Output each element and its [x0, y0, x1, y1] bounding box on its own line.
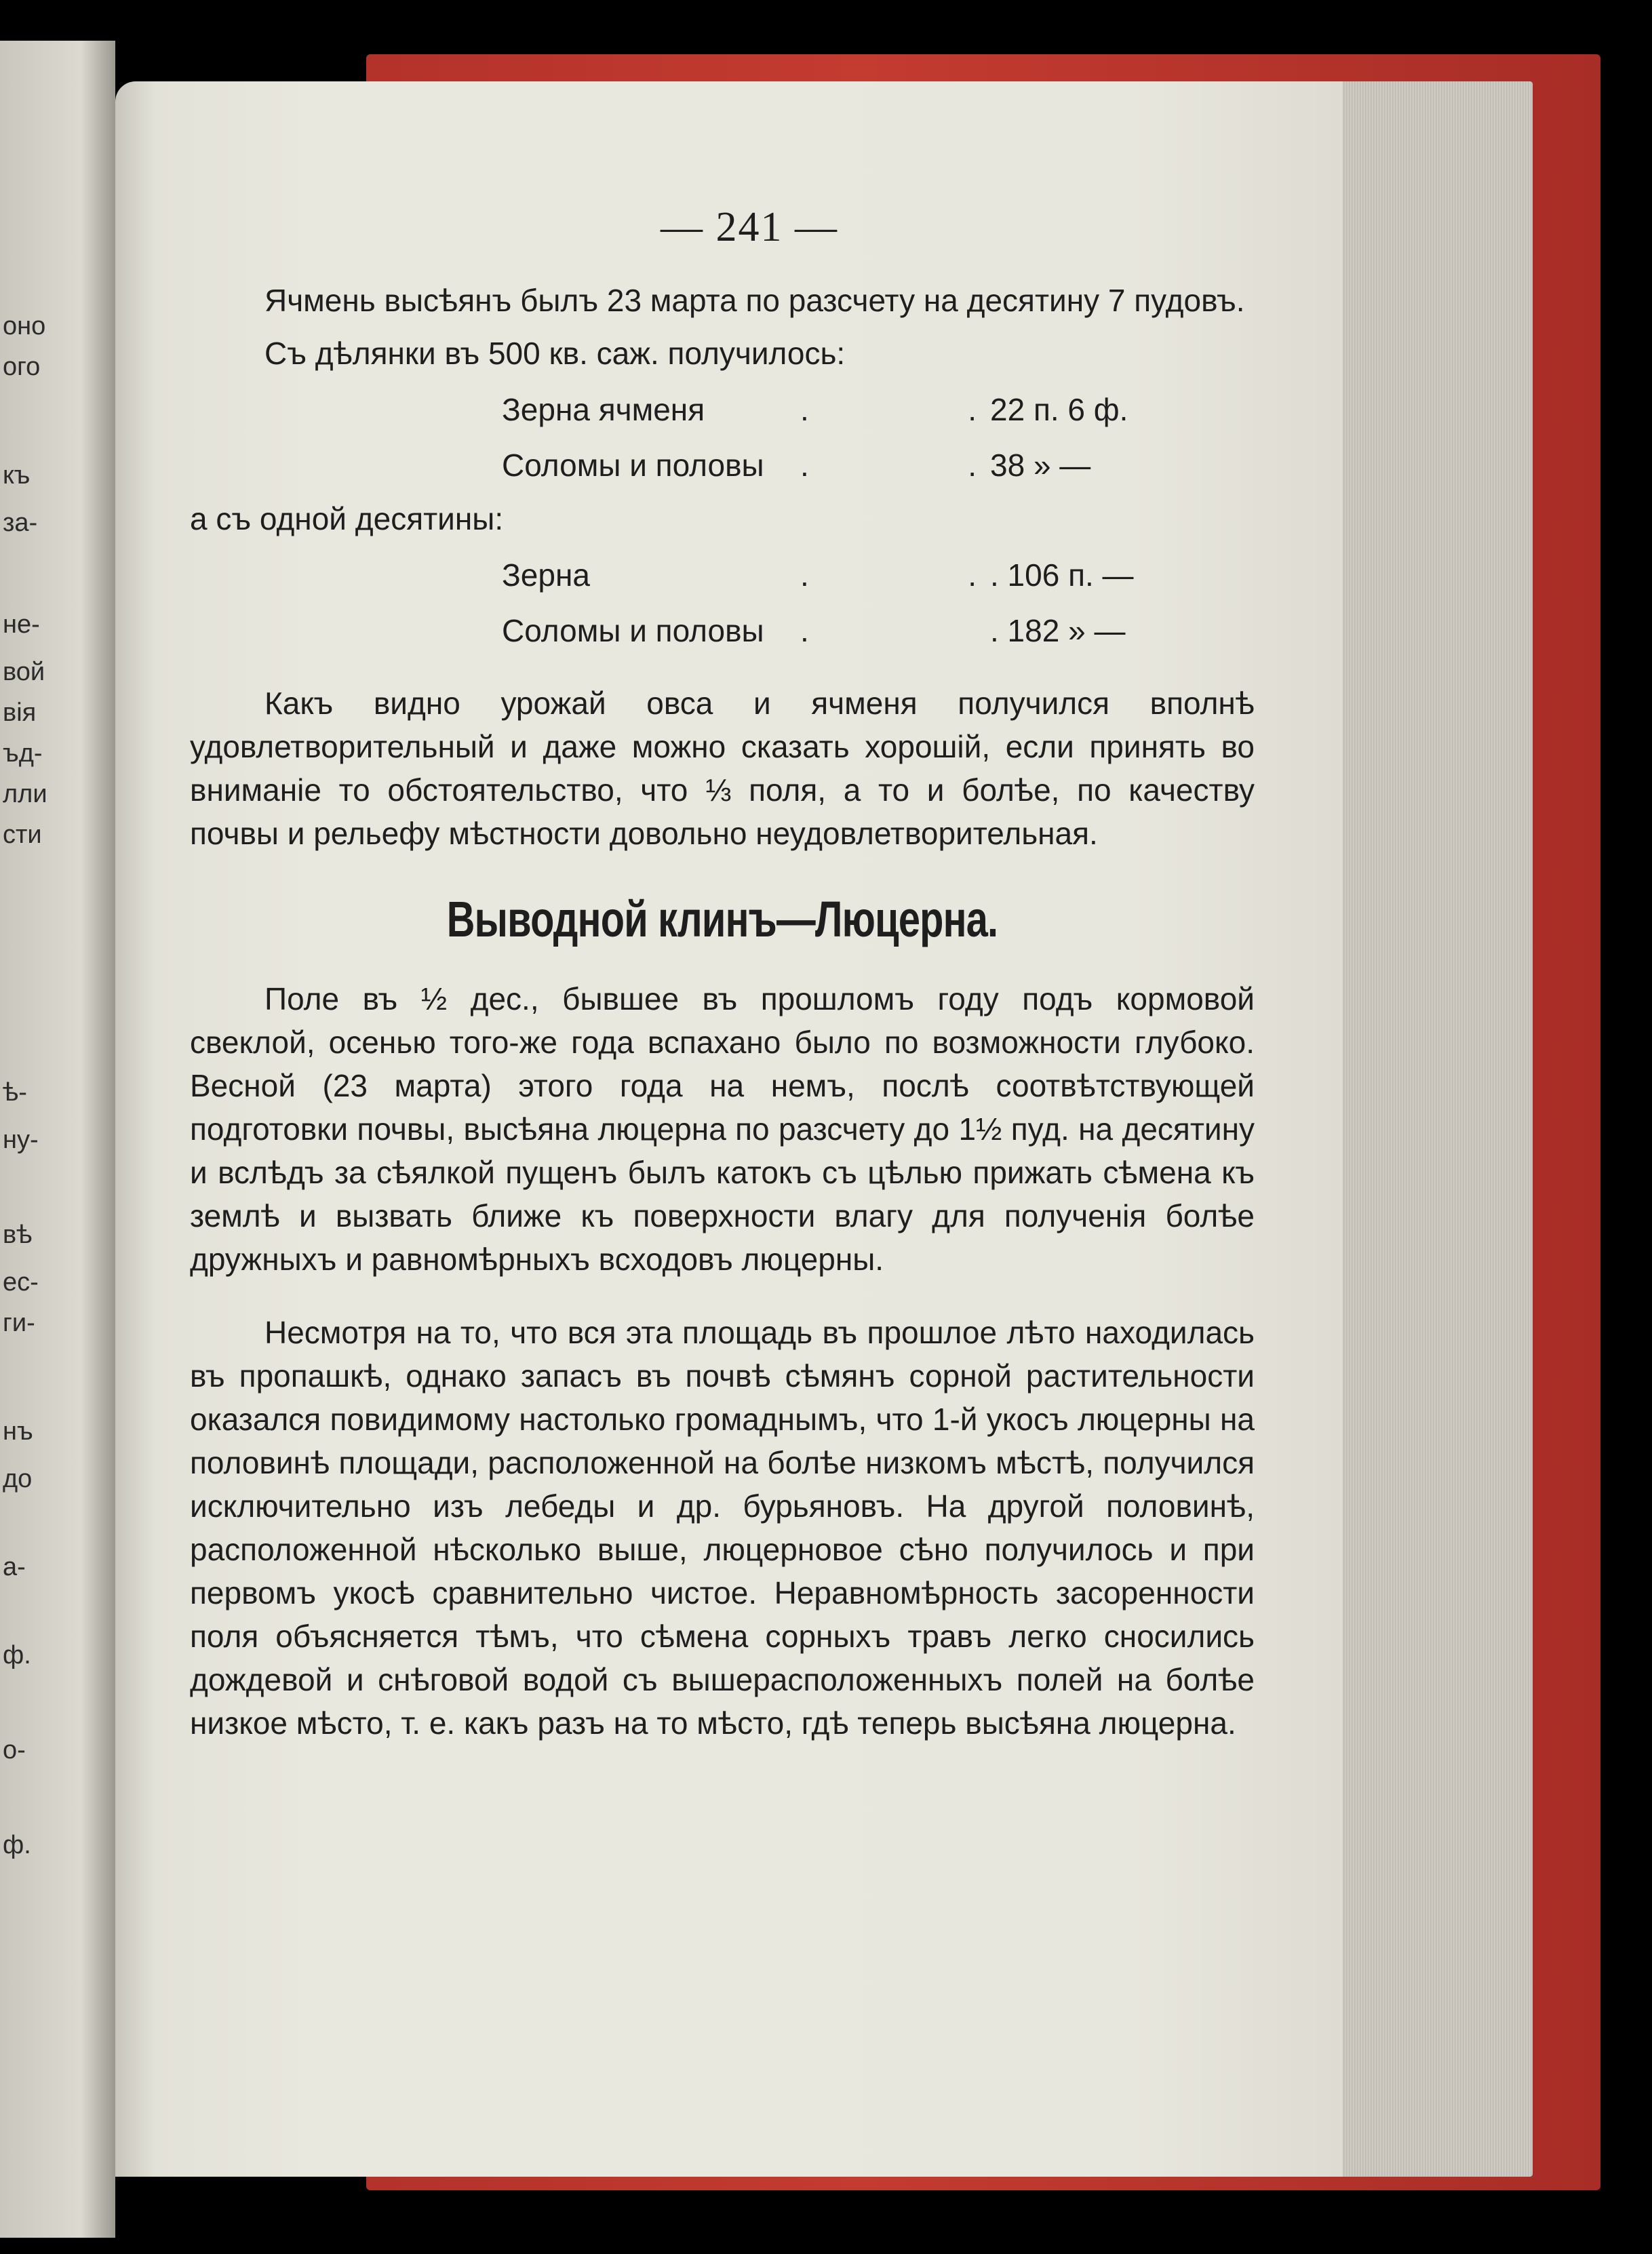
- row-value: . 106 п. —: [990, 557, 1134, 593]
- row-value: . 182 » —: [990, 613, 1126, 648]
- yield-table-desyatina: [502, 547, 1153, 658]
- prev-page-fragment: вѣ: [3, 1221, 33, 1249]
- prev-page-fragment: до: [3, 1465, 33, 1493]
- prev-page-fragment: къ: [3, 461, 31, 490]
- prev-page-fragment: ого: [3, 353, 41, 381]
- yield-table-plot: [502, 382, 1153, 493]
- prev-page-fragment: ну-: [3, 1126, 39, 1154]
- dot: .: [968, 448, 977, 483]
- table-row: [502, 547, 1153, 603]
- dot: .: [800, 448, 809, 483]
- row-label: Зерна ячменя: [502, 392, 705, 427]
- paragraph-conclusion: Какъ видно урожай овса и ячменя получился вполнѣ удовлетворительный и даже можно сказать хорошій, если принять во вниманіе то обстоятельство, что ⅓ поля, а то и болѣе, по качеству почвы и рельефу мѣстности довольно неудовлетворительная.: [190, 686, 1255, 851]
- table-row: [502, 437, 1153, 493]
- row-value: 22 п. 6 ф.: [990, 392, 1128, 427]
- row-dots: [800, 437, 990, 493]
- row-dots: [800, 547, 990, 603]
- row-value: 38 » —: [990, 448, 1091, 483]
- paragraph-plot-yield: Съ дѣлянки въ 500 кв. саж. получилось:: [264, 336, 846, 371]
- dot: .: [800, 557, 809, 593]
- prev-page-fragment: вой: [3, 658, 45, 686]
- prev-page-fragment: лли: [3, 780, 47, 808]
- prev-page-fragment: не-: [3, 610, 40, 639]
- prev-page-fragment: оно: [3, 312, 46, 340]
- book-page: [115, 81, 1343, 2177]
- prev-page-fragment: нъ: [3, 1417, 33, 1446]
- page-number: — 241 —: [661, 204, 838, 250]
- prev-page-fragment: вія: [3, 698, 37, 727]
- dot: .: [968, 557, 977, 593]
- paragraph-barley: Ячмень высѣянъ былъ 23 марта по разсчету на десятину 7 пудовъ.: [264, 283, 1245, 318]
- row-dots: [800, 382, 990, 437]
- row-label: Соломы и половы: [502, 448, 764, 483]
- table-row: [502, 603, 1153, 658]
- page-content: [190, 203, 1255, 1745]
- row-label: Зерна: [502, 557, 590, 593]
- prev-page-fragment: за-: [3, 509, 38, 537]
- dot: .: [968, 392, 977, 427]
- prev-page-fragment: ъд-: [3, 739, 43, 768]
- dot: .: [800, 392, 809, 427]
- prev-page-fragment: ес-: [3, 1268, 39, 1297]
- row-label: Соломы и половы: [502, 613, 764, 648]
- dot: .: [800, 613, 809, 648]
- prev-page-fragment: ги-: [3, 1309, 35, 1337]
- paragraph-per-desyatina: а съ одной десятины:: [190, 501, 504, 536]
- row-dots: [800, 603, 990, 658]
- section-heading: Выводной клинъ—Люцерна.: [446, 891, 998, 947]
- page-edges: [1329, 81, 1533, 2177]
- prev-page-fragment: ф.: [3, 1831, 31, 1859]
- paragraph-weeds: Несмотря на то, что вся эта площадь въ прошлое лѣто находилась въ пропашкѣ, однако запасъ въ почвѣ сѣмянъ сорной растительности оказался повидимому настолько громаднымъ, что 1-й укосъ люцерны на половинѣ площади, расположенной на болѣе низкомъ мѣстѣ, получился исключительно изъ лебеды и др. бурьяновъ. На другой половинѣ, расположенной нѣсколько выше, люцерновое сѣно получилось и при первомъ укосѣ сравнительно чистое. Неравномѣрность засоренности поля объясняется тѣмъ, что сѣмена сорныхъ травъ легко сносились дождевой и снѣговой водой съ вышерасположенныхъ полей на болѣе низкое мѣсто, т. е. какъ разъ на то мѣсто, гдѣ теперь высѣяна люцерна.: [190, 1315, 1255, 1741]
- prev-page-fragment: сти: [3, 820, 42, 849]
- prev-page-fragment: ѣ-: [3, 1078, 27, 1107]
- previous-page: [0, 41, 115, 2238]
- prev-page-fragment: о-: [3, 1736, 26, 1764]
- paragraph-lucerne-sowing: Поле въ ½ дес., бывшее въ прошломъ году подъ кормовой свеклой, осенью того-же года вспахано было по возможности глубоко. Весной (23 марта) этого года на немъ, послѣ соотвѣтствующей подготовки почвы, высѣяна люцерна по разсчету до 1½ пуд. на десятину и вслѣдъ за сѣялкой пущенъ былъ катокъ съ цѣлью прижать сѣмена къ землѣ и вызвать ближе къ поверхности влагу для полученія болѣе дружныхъ и равномѣрныхъ всходовъ люцерны.: [190, 981, 1255, 1277]
- table-row: [502, 382, 1153, 437]
- prev-page-fragment: а-: [3, 1553, 26, 1581]
- prev-page-fragment: ф.: [3, 1641, 31, 1669]
